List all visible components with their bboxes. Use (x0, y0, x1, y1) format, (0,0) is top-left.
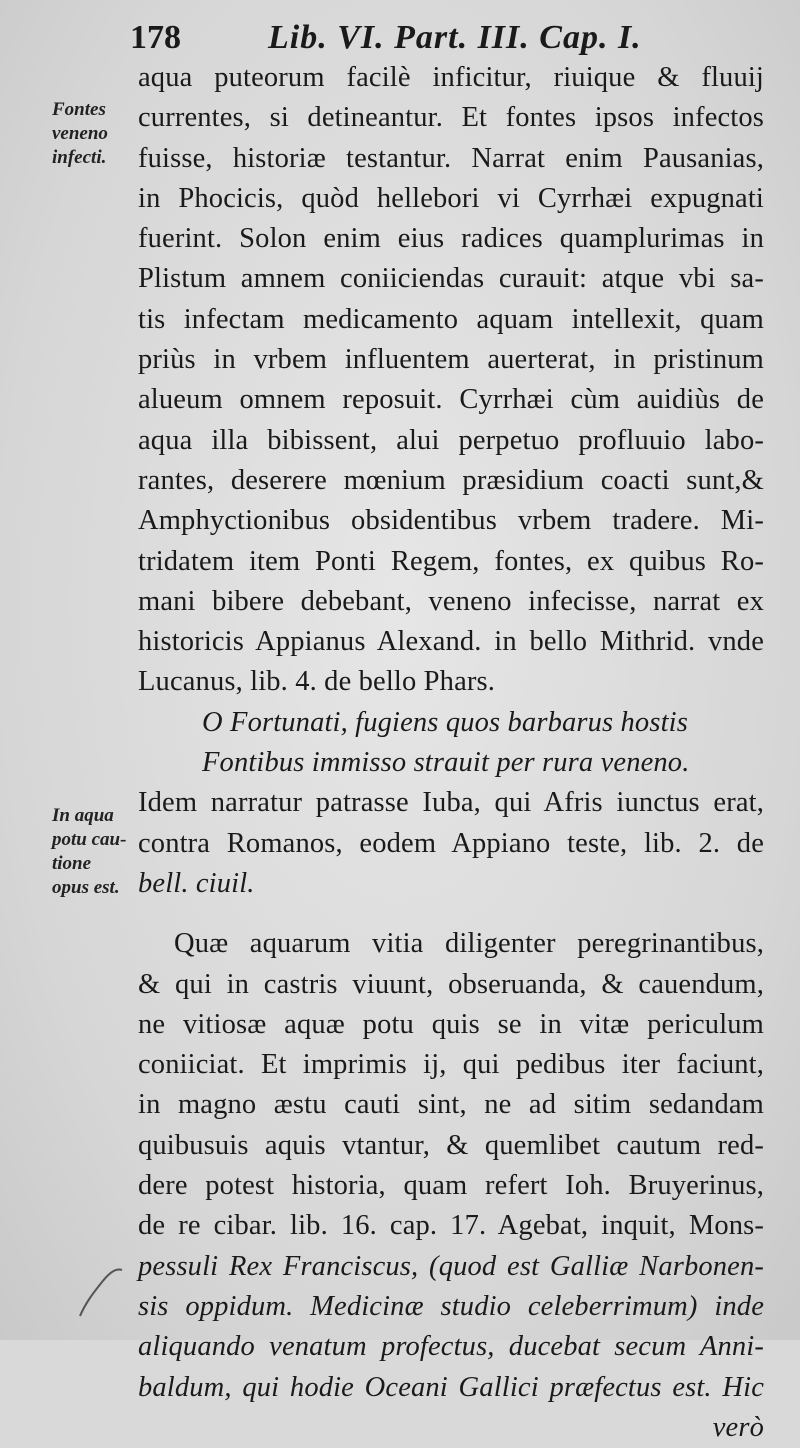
text-line: mani bibere debebant, veneno infecisse, narrat ex (138, 585, 764, 617)
marginal-note-line: In aqua (52, 805, 114, 826)
text-line: historicis Appianus Alexand. in bello Mithrid. vnde (138, 626, 764, 658)
text-line: dere potest historia, quam refert Ioh. Bruyerinus, (138, 1170, 764, 1202)
text-line: baldum, qui hodie Oceani Gallici præfectus est. Hic (138, 1371, 764, 1403)
text-line: de re cibar. lib. 16. cap. 17. Agebat, inquit, Mons- (138, 1210, 764, 1242)
text-line: verò (712, 1411, 764, 1443)
text-line: contra Romanos, eodem Appiano teste, lib. 2. de (138, 827, 764, 859)
text-line: tis infectam medicamento aquam intellexit, quam (138, 303, 764, 335)
text-line: in magno æstu cauti sint, ne ad sitim sedandam (138, 1089, 764, 1121)
text-line: currentes, si detineantur. Et fontes ipsos infectos (138, 102, 764, 134)
text-line: rantes, deserere mœnium præsidium coacti sunt,& (138, 464, 764, 496)
marginal-note-line: veneno (52, 123, 108, 144)
text-line: coniiciat. Et imprimis ij, qui pedibus iter faciunt, (138, 1049, 764, 1081)
body-text (138, 58, 764, 1448)
text-line: fuerint. Solon enim eius radices quamplurimas in (138, 223, 764, 255)
text-line: alueum omnem reposuit. Cyrrhæi cùm auidiùs de (138, 384, 764, 416)
text-line: sis oppidum. Medicinæ studio celeberrimum) inde (138, 1290, 764, 1322)
marginal-note-line: opus est. (52, 877, 120, 898)
marginal-note-line: Fontes (52, 99, 106, 120)
text-line: tridatem item Ponti Regem, fontes, ex quibus Ro- (138, 545, 764, 577)
paragraph-gap (138, 904, 764, 924)
text-line: aqua illa bibissent, alui perpetuo profluuio labo- (138, 424, 764, 456)
text-line: priùs in vrbem influentem auerterat, in pristinum (138, 344, 764, 376)
text-line: bell. ciuil. (138, 867, 255, 899)
text-line: & qui in castris viuunt, obseruanda, & cauendum, (138, 968, 764, 1000)
marginal-note-line: infecti. (52, 147, 107, 168)
text-line: Quæ aquarum vitia diligenter peregrinantibus, (174, 928, 764, 960)
text-line: aqua puteorum facilè inficitur, riuique & fluuij (138, 62, 764, 93)
marginal-note-2 (52, 804, 132, 900)
text-line: in Phocicis, quòd hellebori vi Cyrrhæi expugnati (138, 182, 764, 214)
verse-line: O Fortunati, fugiens quos barbarus hostis (202, 706, 688, 738)
marginal-note-line: tione (52, 853, 92, 874)
text-line: Idem narratur patrasse Iuba, qui Afris iunctus erat, (138, 787, 764, 819)
text-line: fuisse, historiæ testantur. Narrat enim Pausanias, (138, 142, 764, 174)
running-header (120, 14, 780, 62)
text-line: quibusuis aquis vtantur, & quemlibet cautum red- (138, 1129, 764, 1161)
verse-line: Fontibus immisso strauit per rura veneno. (202, 747, 690, 779)
text-line: Lucanus, lib. 4. de bello Phars. (138, 666, 496, 698)
text-line: Plistum amnem coniiciendas curauit: atque vbi sa- (138, 263, 764, 295)
page-number: 178 (130, 19, 181, 56)
text-line: Amphyctionibus obsidentibus vrbem tradere. Mi- (138, 505, 764, 537)
text-line: pessuli Rex Franciscus, (quod est Galliæ Narbonen- (138, 1250, 764, 1282)
ink-squiggle-mark (72, 1262, 132, 1322)
marginal-note-line: potu cau- (52, 829, 127, 850)
text-line: ne vitiosæ aquæ potu quis se in vitæ periculum (138, 1008, 764, 1040)
text-line: aliquando venatum profectus, ducebat secum Anni- (138, 1331, 764, 1363)
marginal-note-1 (52, 98, 132, 170)
running-title: Lib. VI. Part. III. Cap. I. (268, 19, 642, 56)
